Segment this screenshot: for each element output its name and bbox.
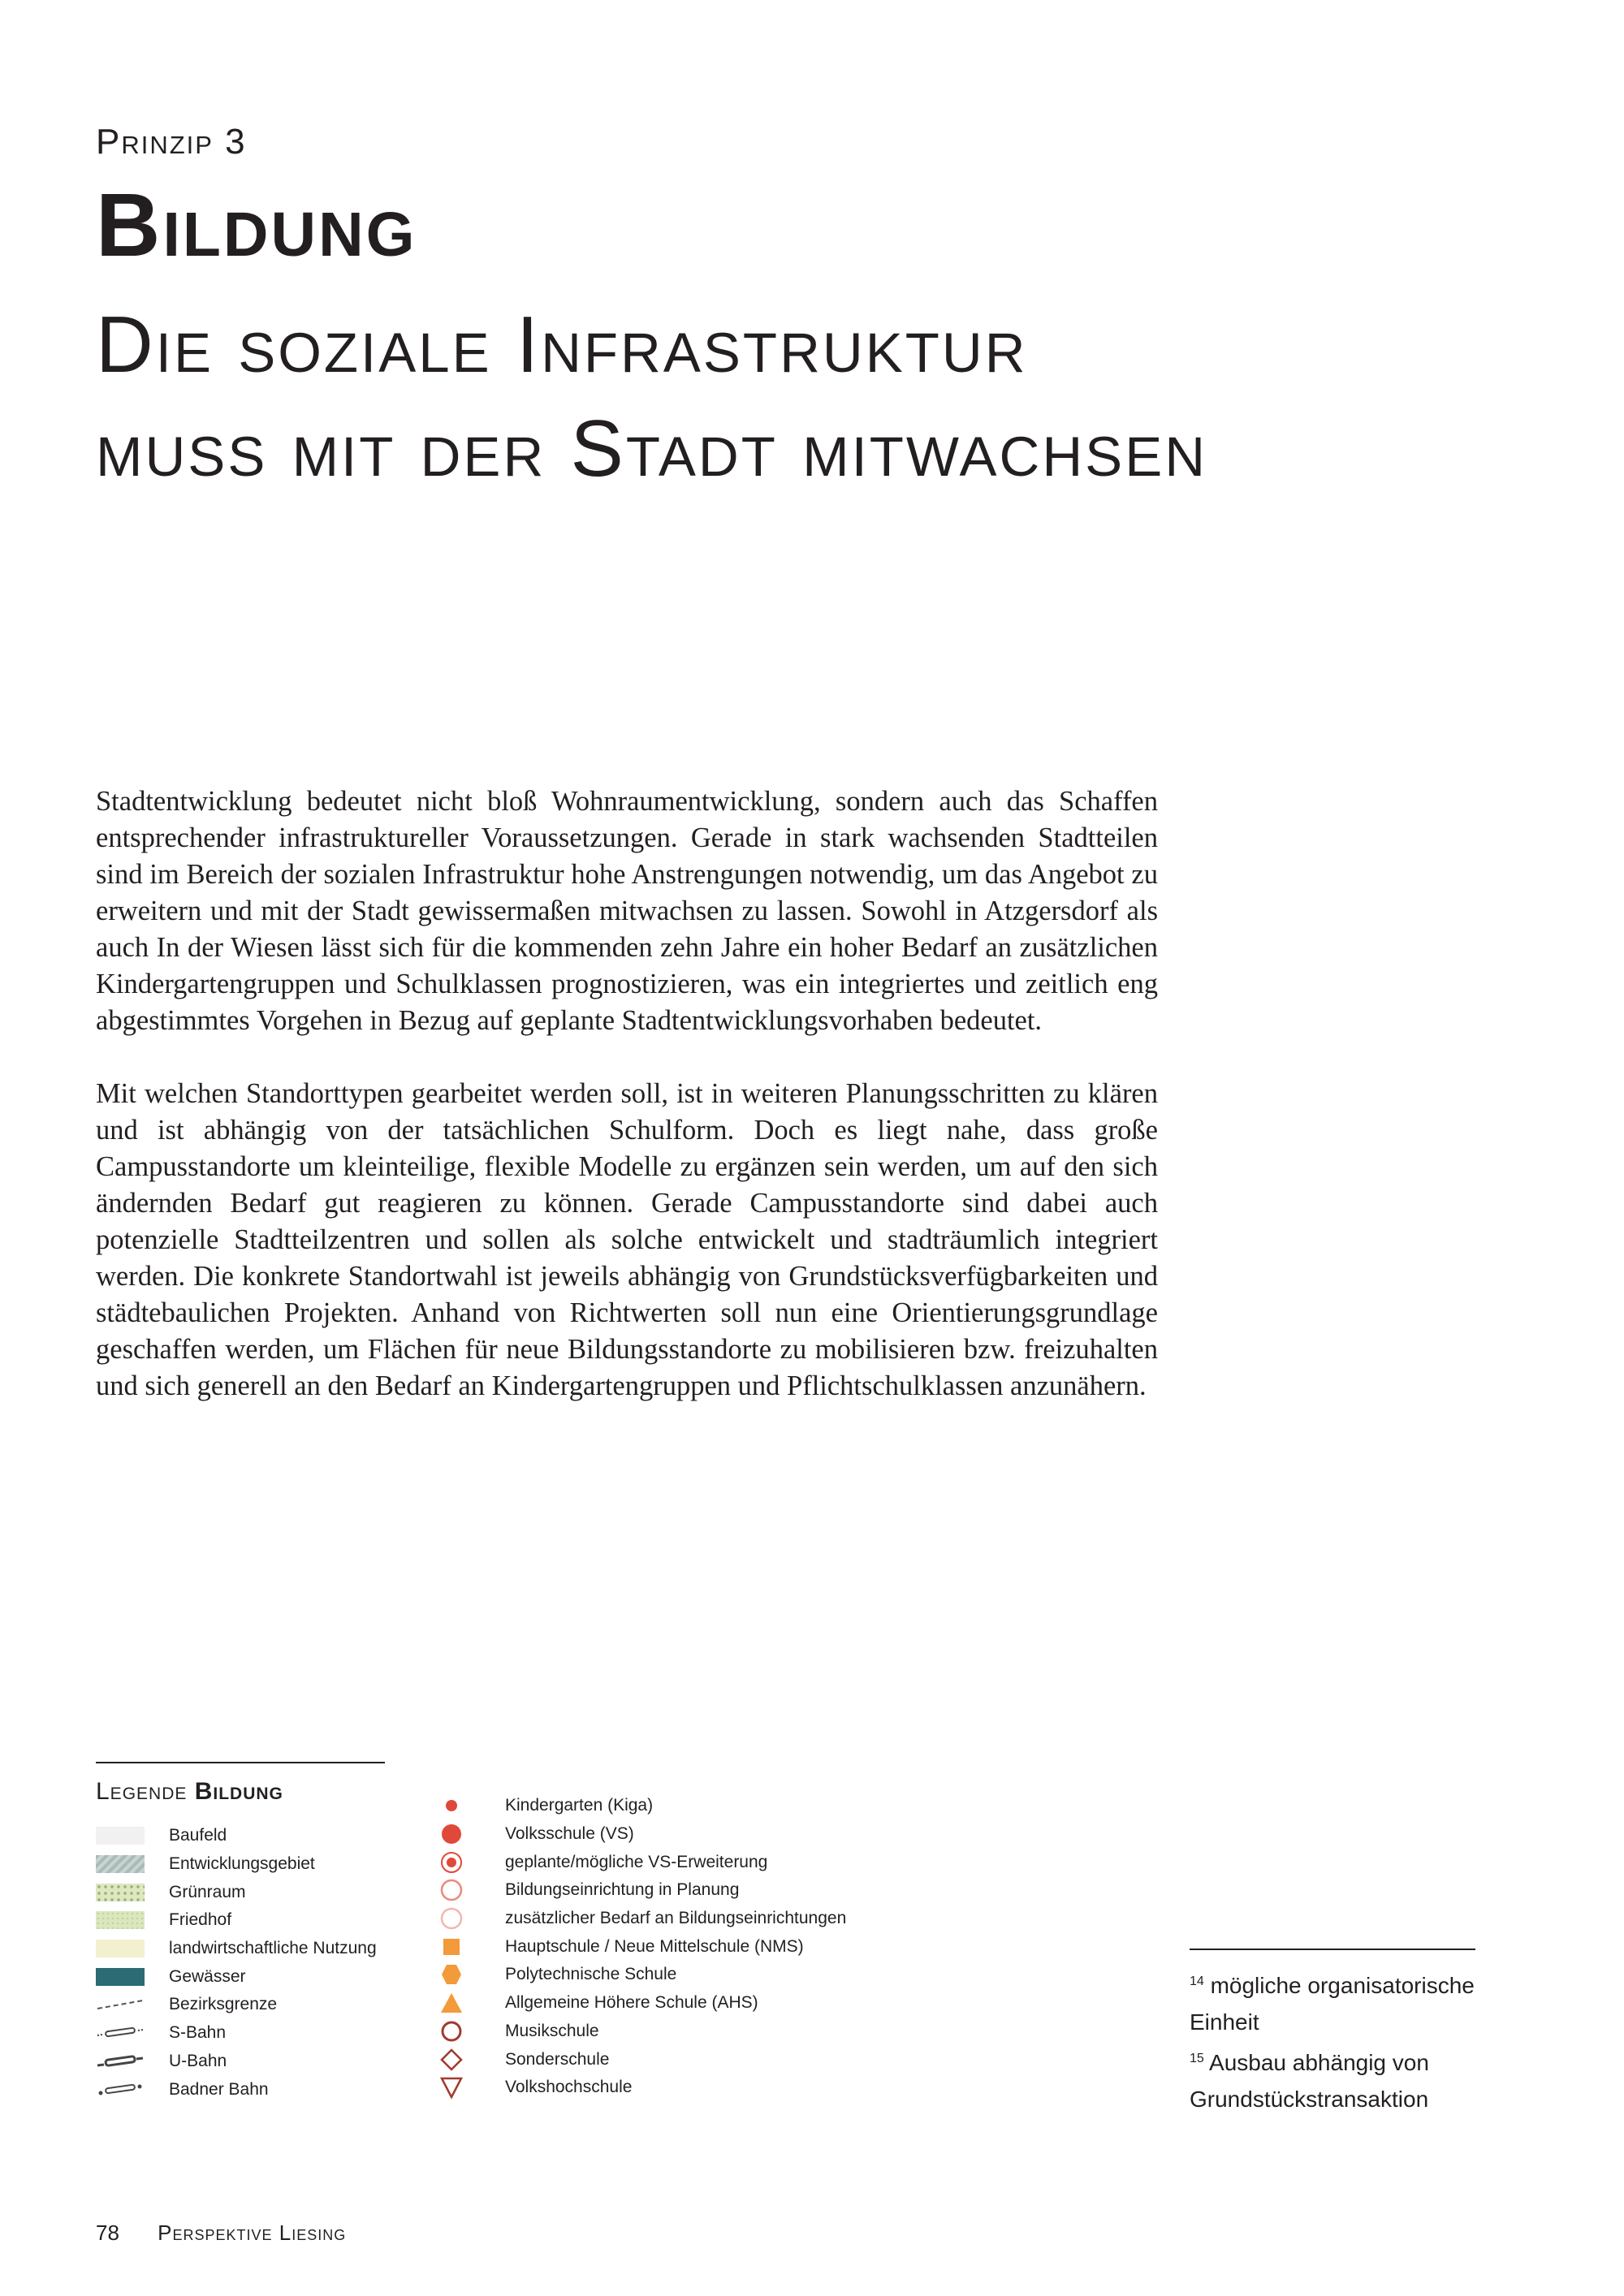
legend-label: Polytechnische Schule <box>505 1965 677 1984</box>
legend-title <box>96 1778 283 1806</box>
open-circle-icon <box>437 1876 466 1904</box>
subtitle-line-2: muss mit der Stadt mitwachsen <box>96 404 1208 493</box>
legend-item-friedhof <box>96 1906 377 1935</box>
square-icon <box>437 1933 466 1961</box>
legend-label: Bezirksgrenze <box>169 1995 278 2014</box>
legend-label: Sonderschule <box>505 2049 610 2069</box>
legend-item-kindergarten <box>437 1792 846 1820</box>
legend-label: Gewässer <box>169 1966 246 1986</box>
legend-label: Baufeld <box>169 1826 227 1845</box>
large-dot-icon <box>437 1820 466 1848</box>
legend-item-u-bahn <box>96 2048 377 2076</box>
u-bahn-line-icon <box>96 2052 145 2070</box>
entwicklungsgebiet-swatch <box>96 1855 145 1873</box>
legend-rule <box>96 1762 385 1763</box>
gruenraum-swatch <box>96 1884 145 1901</box>
legend-label: zusätzlicher Bedarf an Bildungseinrichtungen <box>505 1909 847 1928</box>
legend-item-landwirtschaft <box>96 1935 377 1963</box>
legend-item-ahs <box>437 1989 846 2018</box>
paragraph-2: Mit welchen Standorttypen gearbeitet werden soll, ist in weiteren Planungsschritten zu klären und ist abhängig von der tatsächlichen Schulform. Doch es liegt nahe, dass große Campusstandorte um kleinteilige, flexible Modelle zu ergänzen sein werden, um auf den sich ändernden Bedarf gut reagieren zu können. Gerade Campusstandorte sind dabei auch potenzielle Stadtteilzentren und sollen als solche entwickelt und stadträumlich integriert werden. Die konkrete Standortwahl ist jeweils abhängig von Grundstücksverfügbarkeiten und städtebaulichen Projekten. Anhand von Richtwerten soll nun eine Orientierungsgrundlage geschaffen werden, um Flächen für neue Bildungsstandorte zu mobilisieren bzw. freizuhalten und sich generell an den Bedarf an Kindergartengruppen und Pflichtschulklassen anzunähern. <box>96 1078 1158 1401</box>
legend-item-polytechnische <box>437 1961 846 1989</box>
legend-label: Hauptschule / Neue Mittelschule (NMS) <box>505 1936 804 1956</box>
legend-item-vs-erweiterung <box>437 1848 846 1876</box>
legend-label: Bildungseinrichtung in Planung <box>505 1880 740 1900</box>
legend-item-gewaesser <box>96 1962 377 1991</box>
legend-label: S-Bahn <box>169 2023 227 2043</box>
legend-title-bold: Bildung <box>194 1778 283 1805</box>
chapter-kicker: Prinzip 3 <box>96 122 247 162</box>
page-footer <box>96 2220 346 2246</box>
baufeld-swatch <box>96 1827 145 1845</box>
light-open-circle-icon <box>437 1905 466 1932</box>
legend-title-prefix: Legende <box>96 1778 188 1805</box>
down-triangle-icon <box>437 2074 466 2101</box>
legend-item-bezirksgrenze <box>96 1991 377 2019</box>
diamond-icon <box>437 2046 466 2074</box>
footnote-text: Ausbau abhängig von Grundstückstransaktion <box>1190 2050 1429 2112</box>
legend-label: U-Bahn <box>169 2051 227 2070</box>
hexagon-icon <box>437 1961 466 1988</box>
legend-item-volkshochschule <box>437 2074 846 2102</box>
footnotes <box>1190 1963 1514 2117</box>
legend-label: Volksschule (VS) <box>505 1824 634 1844</box>
footnote-text: mögliche organisatorische Einheit <box>1190 1973 1475 2035</box>
legend-label: Musikschule <box>505 2021 599 2040</box>
footnote-15 <box>1190 2040 1514 2117</box>
legend-item-volksschule <box>437 1820 846 1849</box>
legend-label: Friedhof <box>169 1910 232 1930</box>
footnote-14 <box>1190 1963 1514 2040</box>
paragraph-1: Stadtentwicklung bedeutet nicht bloß Wohnraumentwicklung, sondern auch das Schaffen entsprechender infrastruktureller Voraussetzungen. Gerade in stark wachsenden Stadtteilen sind im Bereich der sozialen Infrastruktur hohe Anstrengungen notwendig, um das Angebot zu erweitern und mit der Stadt gewissermaßen mitwachsen zu lassen. Sowohl in Atzgersdorf als auch In der Wiesen lässt sich für die kommenden zehn Jahre ein hoher Bedarf an zusätzlichen Kindergartengruppen und Schulklassen prognostizieren, was ein integriertes und zeitlich eng abgestimmtes Vorgehen in Bezug auf geplante Stadtentwicklungsvorhaben bedeutet. <box>96 786 1158 1036</box>
dark-open-circle-icon <box>437 2018 466 2045</box>
footnote-mark: 14 <box>1190 1974 1204 1988</box>
chapter-title: Bildung <box>96 175 417 275</box>
landwirtschaft-swatch <box>96 1940 145 1957</box>
friedhof-swatch <box>96 1911 145 1929</box>
gewaesser-swatch <box>96 1968 145 1986</box>
legend-label: Entwicklungsgebiet <box>169 1854 315 1874</box>
small-dot-icon <box>437 1792 466 1819</box>
legend-label: Allgemeine Höhere Schule (AHS) <box>505 1993 758 2013</box>
legend-label: Badner Bahn <box>169 2079 269 2099</box>
legend-label: landwirtschaftliche Nutzung <box>169 1939 377 1958</box>
legend-item-zusaetzlicher-bedarf <box>437 1905 846 1933</box>
footnote-rule <box>1190 1949 1475 1950</box>
legend-right-column <box>437 1792 846 2102</box>
legend-item-in-planung <box>437 1876 846 1905</box>
legend-label: Volkshochschule <box>505 2078 633 2097</box>
body-text <box>96 783 1158 1441</box>
legend-item-s-bahn <box>96 2019 377 2048</box>
legend-item-musikschule <box>437 2018 846 2046</box>
publication-title: Perspektive Liesing <box>158 2220 347 2245</box>
legend-label: Kindergarten (Kiga) <box>505 1796 654 1815</box>
badner-bahn-line-icon <box>96 2081 145 2099</box>
triangle-icon <box>437 1989 466 2017</box>
legend-left-column <box>96 1822 377 2104</box>
s-bahn-line-icon <box>96 2024 145 2042</box>
legend-item-hauptschule <box>437 1932 846 1961</box>
target-circle-icon <box>437 1849 466 1876</box>
chapter-subtitle <box>96 292 1557 500</box>
footnote-mark: 15 <box>1190 2052 1204 2065</box>
legend-item-baufeld <box>96 1822 377 1850</box>
bezirksgrenze-line-icon <box>96 1996 145 2013</box>
legend-label: geplante/mögliche VS-Erweiterung <box>505 1852 768 1871</box>
legend-item-badner-bahn <box>96 2075 377 2104</box>
page-number: 78 <box>96 2220 119 2245</box>
legend-label: Grünraum <box>169 1882 246 1901</box>
legend-item-gruenraum <box>96 1878 377 1906</box>
subtitle-line-1: Die soziale Infrastruktur <box>96 300 1028 389</box>
legend-item-entwicklungsgebiet <box>96 1850 377 1879</box>
legend-item-sonderschule <box>437 2045 846 2074</box>
